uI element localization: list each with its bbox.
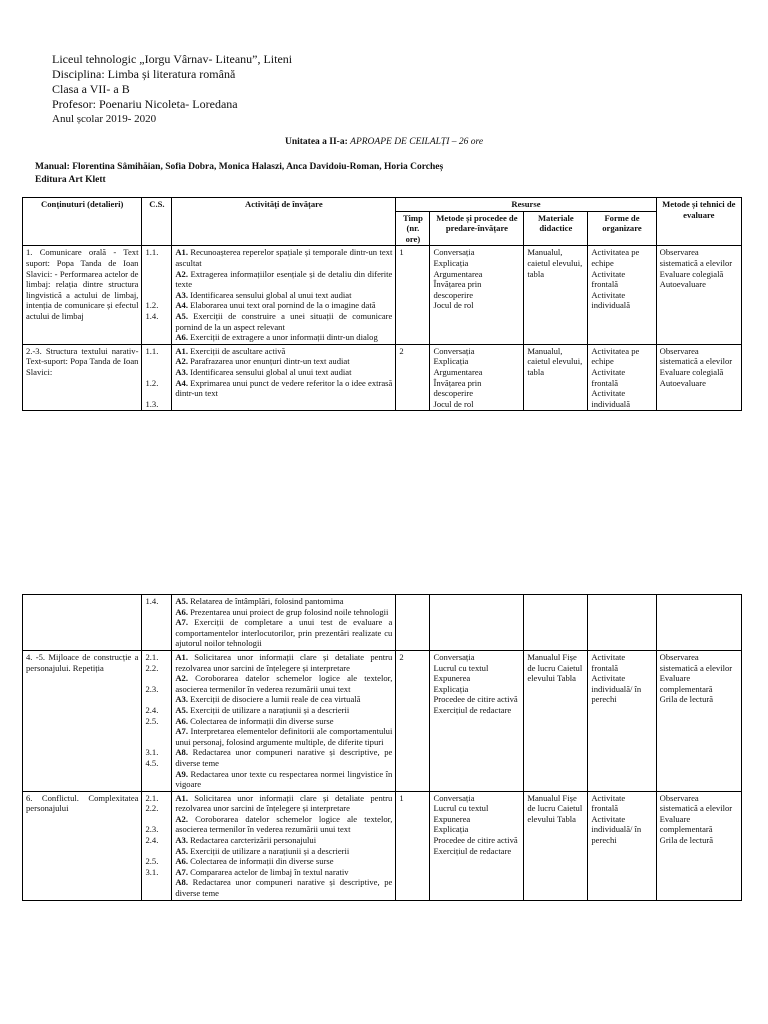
activities-cell — [172, 791, 396, 900]
header-activitati: Activități de învățare — [172, 198, 396, 246]
cs-code: 1.1. — [145, 345, 159, 356]
activity-code: A1. — [175, 651, 188, 662]
metoda-item: Lucrul cu textul — [433, 662, 489, 673]
activity-text: Exerciții de utilizare a narațiunii și a descrierii — [187, 704, 350, 715]
activity-item — [175, 617, 392, 649]
activity-text: Compararea actelor de limbaj în textul narativ — [187, 866, 349, 877]
activity-code: A3. — [175, 289, 188, 300]
cs-code: 2.3. — [145, 824, 159, 835]
cs-code: 2.5. — [145, 715, 159, 726]
metoda-item: Jocul de rol — [433, 398, 474, 409]
metoda-item: Expunerea — [433, 673, 471, 684]
cs-code: 2.2. — [145, 803, 159, 814]
activity-item — [175, 356, 392, 367]
activity-text: Identificarea sensului global al unui text audiat — [187, 289, 352, 300]
evaluare-cell — [656, 595, 741, 651]
metode-cell — [430, 650, 524, 791]
activity-text: Elaborarea unui text oral pornind de la o imagine dată — [187, 300, 376, 311]
publisher: Editura Art Klett — [35, 175, 106, 185]
metoda-item: Procedee de citire activă — [433, 694, 518, 705]
manual-authors: Manual: Florentina Sâmihăian, Sofia Dobra, Monica Halaszi, Anca Davidoiu-Roman, Horia Corcheș — [35, 162, 444, 172]
activity-code: A7. — [175, 866, 188, 877]
cs-code: 1.2. — [145, 300, 159, 311]
content-cell: 4. -5. Mijloace de construcție a personajului. Repetiția — [23, 650, 142, 791]
activities-cell — [172, 344, 396, 411]
metoda-item: Lucrul cu textul — [433, 803, 489, 814]
cs-code: 2.4. — [145, 835, 159, 846]
table-row — [23, 650, 742, 791]
forma-item: Activitate individuală/ în perechi — [591, 673, 642, 705]
metode-cell — [430, 791, 524, 900]
cs-cell — [142, 246, 172, 344]
cs-code: 1.4. — [145, 596, 159, 606]
activity-code: A1. — [175, 345, 188, 356]
cs-code — [145, 726, 168, 737]
metoda-item: Exercițiul de redactare — [433, 845, 512, 856]
activity-text: Colectarea de informații din diverse surse — [187, 715, 334, 726]
planning-table-page-2 — [22, 594, 742, 901]
activity-text: Exerciții de utilizare a narațiunii și a descrierii — [187, 845, 350, 856]
unit-prefix: Unitatea a II-a: — [284, 137, 348, 147]
metoda-item: Conversația — [433, 247, 475, 258]
activity-item — [175, 652, 392, 673]
activity-code: A2. — [175, 673, 188, 684]
content-cell: 6. Conflictul. Complexitatea personajului — [23, 791, 142, 900]
forma-item: Activitatea pe echipe — [591, 345, 640, 367]
metode-cell — [430, 595, 524, 651]
evaluare-cell — [656, 246, 741, 344]
activity-item — [175, 346, 392, 357]
metoda-item: Învățarea prin descoperire — [433, 279, 482, 300]
activity-text: Coroborarea datelor schemelor logice ale textelor, asocierea termenilor în vederea rezumării unui text — [175, 673, 393, 694]
activity-code: A2. — [175, 268, 188, 279]
table-row — [23, 246, 742, 344]
content-cell: 1. Comunicare orală - Text suport: Popa Tanda de Ioan Slavici: - Performarea actelor de limbaj: relația dintre structura lingvistică a actului de limbaj, intenția de comunicare și efectul actului de limbaj — [23, 246, 142, 344]
forma-item: Activitate frontală — [591, 792, 626, 814]
activity-text: Prezentarea unui proiect de grup folosind noile tehnologii — [187, 606, 389, 617]
forme-cell — [588, 246, 656, 344]
activity-item — [175, 247, 392, 268]
evaluare-item: Evaluare complementară — [659, 813, 713, 835]
cs-code — [145, 694, 168, 705]
timp-cell — [396, 595, 430, 651]
metode-cell — [430, 344, 524, 411]
timp-cell: 2 — [396, 344, 430, 411]
evaluare-item: Observarea sistematică a elevilor — [659, 651, 733, 673]
cs-code: 1.1. — [145, 247, 159, 258]
forme-cell — [588, 595, 656, 651]
activity-code: A5. — [175, 310, 188, 321]
activity-text: Interpretarea elementelor definitorii ale comportamentului unui personaj, folosind argumente multiple, de diferite tipuri — [175, 726, 393, 747]
activity-item — [175, 705, 392, 716]
cs-code — [145, 269, 168, 280]
metoda-item: Argumentarea — [433, 268, 483, 279]
evaluare-item: Grila de lectură — [659, 835, 714, 846]
cs-code — [145, 737, 168, 748]
cs-code — [145, 258, 168, 269]
metoda-item: Explicația — [433, 257, 469, 268]
cs-code: 2.5. — [145, 856, 159, 867]
cs-code: 1.4. — [145, 310, 159, 321]
metoda-item: Jocul de rol — [433, 300, 474, 311]
metoda-item: Argumentarea — [433, 366, 483, 377]
activity-text: Solicitarea unor informații clare și detaliate pentru rezolvarea unor sarcini de înțelegere și interpretare — [175, 651, 393, 673]
cs-code: 2.3. — [145, 683, 159, 694]
evaluare-item: Grila de lectură — [659, 694, 714, 705]
unit-name: APROAPE DE CEILALȚI – 26 ore — [350, 137, 484, 147]
activity-text: Exerciții de extragere a unor informații dintr-un dialog — [187, 332, 378, 343]
forme-cell — [588, 344, 656, 411]
metoda-item: Exercițiul de redactare — [433, 704, 512, 715]
activity-item — [175, 596, 392, 607]
activity-item — [175, 814, 392, 835]
activity-text: Exprimarea unui punct de vedere referitor la o idee extrasă dintr-un text — [175, 377, 393, 399]
cs-code — [145, 367, 168, 378]
activity-text: Solicitarea unor informații clare și detaliate pentru rezolvarea unor sarcini de înțelegere și interpretare — [175, 792, 393, 814]
evaluare-item: Evaluare colegială — [659, 366, 724, 377]
cs-cell — [142, 344, 172, 411]
cs-code — [145, 846, 168, 857]
cs-code: 1.3. — [145, 398, 159, 409]
activity-item — [175, 311, 392, 332]
activity-code: A3. — [175, 835, 188, 846]
materiale-cell: Manualul, caietul elevului, tabla — [524, 246, 588, 344]
activity-text: Parafrazarea unor enunțuri dintr-un text audiat — [187, 356, 350, 367]
header-timp: Timp (nr. ore) — [396, 211, 430, 246]
activity-item — [175, 793, 392, 814]
activity-item — [175, 726, 392, 747]
cs-code — [145, 673, 168, 684]
metoda-item: Explicația — [433, 824, 469, 835]
activity-item — [175, 300, 392, 311]
activity-item — [175, 378, 392, 399]
activity-text: Exerciții de completare a unui test de evaluare a comportamentelor interlocutorilor, prin prezentări realizate cu ajutorul noilor tehnologii — [175, 617, 393, 649]
metoda-item: Învățarea prin descoperire — [433, 377, 482, 399]
forma-item: Activitate frontală — [591, 366, 626, 388]
header-cs: C.S. — [142, 198, 172, 246]
activity-text: Redactarea carcterizării personajului — [187, 835, 317, 846]
evaluare-item: Observarea sistematică a elevilor — [659, 345, 733, 367]
cs-code: 3.1. — [145, 866, 159, 877]
discipline: Disciplina: Limba și literatura română — [52, 67, 236, 81]
forma-item: Activitate frontală — [591, 651, 626, 673]
cs-code: 1.2. — [145, 377, 159, 388]
timp-cell: 1 — [396, 246, 430, 344]
metoda-item: Expunerea — [433, 813, 471, 824]
activity-item — [175, 835, 392, 846]
metoda-item: Conversația — [433, 345, 475, 356]
forme-cell — [588, 650, 656, 791]
teacher-name: Profesor: Poenariu Nicoleta- Loredana — [52, 97, 238, 111]
activity-text: Exerciții de ascultare activă — [187, 345, 286, 356]
evaluare-item: Observarea sistematică a elevilor — [659, 247, 733, 268]
evaluare-item: Autoevaluare — [659, 279, 706, 290]
table-row — [23, 595, 742, 651]
activity-text: Exerciții de disociere a lumii reale de cea virtuală — [187, 694, 361, 705]
cs-code: 2.1. — [145, 651, 159, 662]
cs-code: 2.4. — [145, 704, 159, 715]
activity-text: Colectarea de informații din diverse surse — [187, 856, 334, 867]
activity-code: A3. — [175, 694, 188, 705]
activities-cell — [172, 650, 396, 791]
header-evaluare: Metode și tehnici de evaluare — [656, 198, 741, 246]
activity-code: A9. — [175, 768, 188, 779]
evaluare-item: Observarea sistematică a elevilor — [659, 792, 733, 814]
evaluare-cell — [656, 344, 741, 411]
forma-item: Activitatea pe echipe — [591, 247, 640, 268]
activity-code: A6. — [175, 606, 188, 617]
materiale-cell: Manualul Fișe de lucru Caietul elevului Tabla — [524, 650, 588, 791]
cs-code — [145, 388, 168, 399]
evaluare-cell — [656, 650, 741, 791]
activity-code: A8. — [175, 747, 188, 758]
activity-item — [175, 747, 392, 768]
activity-item — [175, 607, 392, 618]
materiale-cell: Manualul Fișe de lucru Caietul elevului Tabla — [524, 791, 588, 900]
activity-item — [175, 367, 392, 378]
activity-text: Recunoașterea reperelor spațiale și temporale dintr-un text ascultat — [175, 247, 393, 268]
cs-code: 2.2. — [145, 662, 159, 673]
activity-text: Redactarea unor texte cu respectarea normei lingvistice în vigoare — [175, 768, 393, 790]
activity-text: Redactarea unor compuneri narative și descriptive, pe diverse teme — [175, 747, 393, 768]
activity-item — [175, 269, 392, 290]
activity-code: A5. — [175, 845, 188, 856]
activity-code: A6. — [175, 856, 188, 867]
school-year: Anul școlar 2019- 2020 — [52, 113, 157, 125]
activities-cell — [172, 595, 396, 651]
cs-code: 3.1. — [145, 747, 159, 758]
activity-code: A4. — [175, 377, 188, 388]
cs-code — [145, 279, 168, 290]
activity-item — [175, 846, 392, 857]
cs-cell — [142, 595, 172, 651]
activity-code: A5. — [175, 596, 188, 606]
activity-code: A5. — [175, 704, 188, 715]
activity-item — [175, 867, 392, 878]
activity-code: A6. — [175, 332, 188, 343]
forma-item: Activitate frontală — [591, 268, 626, 290]
planning-table-page-1 — [22, 197, 742, 411]
cs-code: 2.1. — [145, 792, 159, 803]
metoda-item: Procedee de citire activă — [433, 835, 518, 846]
forma-item: Activitate individuală — [591, 388, 631, 409]
activity-code: A1. — [175, 792, 188, 803]
content-cell: 2.-3. Structura textului narativ- Text-suport: Popa Tanda de Ioan Slavici: — [23, 344, 142, 411]
evaluare-cell — [656, 791, 741, 900]
header-resurse: Resurse — [396, 198, 656, 212]
cs-cell — [142, 650, 172, 791]
metode-cell — [430, 246, 524, 344]
content-cell — [23, 595, 142, 651]
forma-item: Activitate individuală/ în perechi — [591, 813, 642, 846]
metoda-item: Conversația — [433, 792, 475, 803]
metoda-item: Explicația — [433, 356, 469, 367]
activity-code: A3. — [175, 366, 188, 377]
timp-cell: 1 — [396, 791, 430, 900]
header-metode: Metode și procedee de predare-învățare — [430, 211, 524, 246]
activity-item — [175, 716, 392, 727]
activity-item — [175, 290, 392, 301]
evaluare-item: Evaluare colegială — [659, 268, 724, 279]
evaluare-item: Evaluare complementară — [659, 673, 713, 694]
activity-code: A7. — [175, 617, 188, 628]
activity-code: A4. — [175, 300, 188, 311]
activity-item — [175, 694, 392, 705]
activity-text: Relatarea de întâmplări, folosind pantomima — [187, 596, 344, 606]
activity-text: Extragerea informațiilor esențiale și de detaliu din diferite texte — [175, 268, 393, 290]
cs-code: 4.5. — [145, 757, 159, 768]
cs-cell — [142, 791, 172, 900]
activity-text: Redactarea unor compuneri narative și descriptive, pe diverse teme — [175, 877, 393, 899]
activity-text: Identificarea sensului global al unui text audiat — [187, 366, 352, 377]
forma-item: Activitate individuală — [591, 289, 631, 311]
activity-code: A6. — [175, 715, 188, 726]
activity-item — [175, 673, 392, 694]
document-page-2 — [0, 560, 768, 1024]
activities-cell — [172, 246, 396, 344]
class-label: Clasa a VII- a B — [52, 82, 130, 96]
header-forme: Forme de organizare — [588, 211, 656, 246]
materiale-cell: Manualul, caietul elevului, tabla — [524, 344, 588, 411]
timp-cell: 2 — [396, 650, 430, 791]
school-name: Liceul tehnologic „Iorgu Vârnav- Liteanu”, Liteni — [52, 52, 293, 66]
document-page-1 — [0, 0, 768, 470]
activity-item — [175, 856, 392, 867]
forme-cell — [588, 791, 656, 900]
activity-item — [175, 332, 392, 343]
activity-code: A1. — [175, 247, 188, 258]
metoda-item: Conversația — [433, 651, 475, 662]
unit-title — [0, 137, 768, 147]
activity-text: Exerciții de construire a unei situații de comunicare pornind de la un aspect relevant — [175, 310, 393, 332]
activity-code: A2. — [175, 813, 188, 824]
cs-code — [145, 356, 168, 367]
header-continuturi: Conținuturi (detalieri) — [23, 198, 142, 246]
activity-code: A8. — [175, 877, 188, 888]
materiale-cell — [524, 595, 588, 651]
cs-code — [145, 814, 168, 825]
activity-text: Coroborarea datelor schemelor logice ale textelor, asocierea termenilor în vederea rezumării unui text — [175, 813, 393, 835]
activity-code: A2. — [175, 356, 188, 367]
cs-code — [145, 290, 168, 301]
activity-item — [175, 877, 392, 898]
activity-code: A7. — [175, 726, 188, 737]
metoda-item: Explicația — [433, 683, 469, 694]
table-row — [23, 791, 742, 900]
activity-item — [175, 769, 392, 790]
table-row — [23, 344, 742, 411]
evaluare-item: Autoevaluare — [659, 377, 706, 388]
header-materiale: Materiale didactice — [524, 211, 588, 246]
